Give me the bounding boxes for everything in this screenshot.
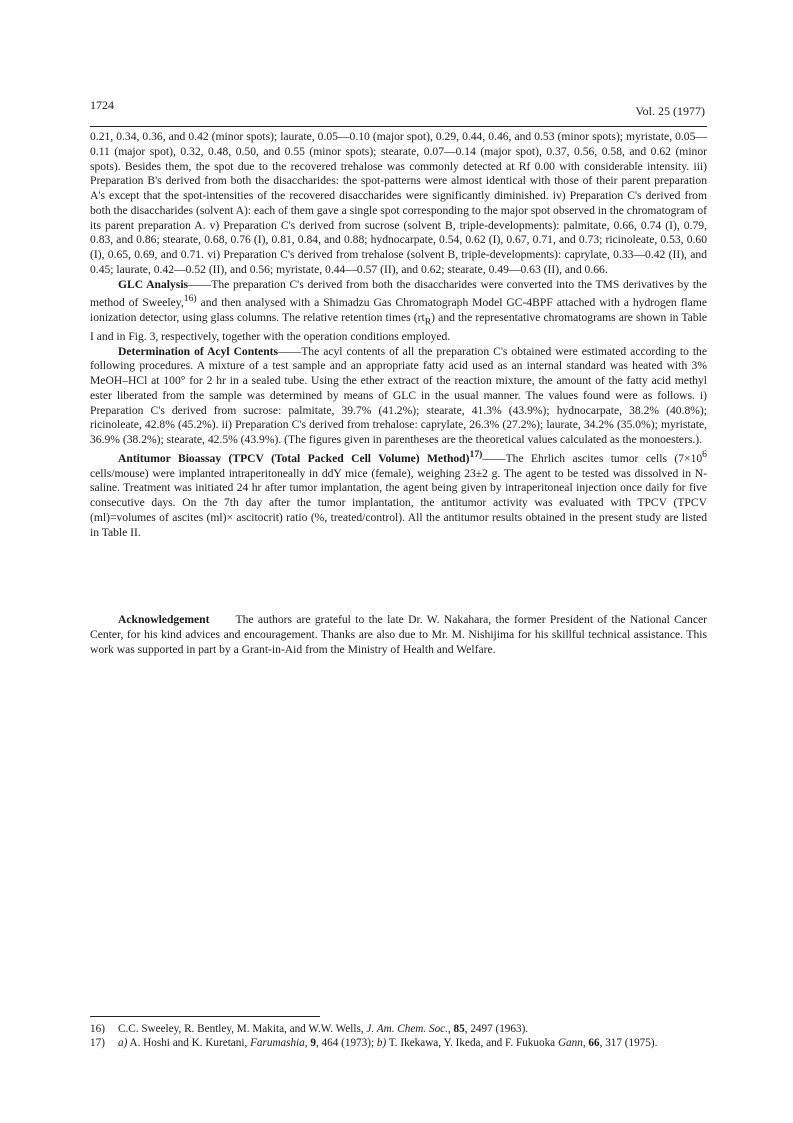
acyl-text: ——The acyl contents of all the preparation C's obtained were estimated according to the following procedures. A mixture of a test sample and an appropriate fatty acid used as an internal standard was heated with 3% MeOH–HCl at 100° for 2 hr in a sealed tube. Using the ether extract of the reaction mixture, the amount of the fatty acid methyl ester liberated from the sample was determined by means of GLC in the usual manner. The values found were as follows. i) Preparation C's derived from sucrose: palmitate, 39.7% (41.2%); stearate, 41.3% (43.9%); hydnocarpate, 38.2% (40.8%); ricinoleate, 42.8% (45.2%). ii) Preparation C's derived from trehalose: caprylate, 26.3% (27.2%); laurate, 34.2% (35.0%); myristate, 36.9% (38.2%); stearate, 42.5% (43.9%). (The figures given in parentheses are the theoretical values calculated as the monoesters.). (90, 344, 707, 447)
bioassay-paragraph (90, 448, 707, 540)
footnote-separator: , (582, 1037, 589, 1049)
footnote-journal: Farumashia (250, 1037, 305, 1049)
footnote-volume: 85 (453, 1023, 465, 1035)
tlc-results-paragraph: 0.21, 0.34, 0.36, and 0.42 (minor spots); laurate, 0.05—0.10 (major spot), 0.29, 0.44, 0.46, and 0.53 (minor spots); myristate, 0.05—0.11 (major spot), 0.32, 0.48, 0.50, and 0.55 (minor spots); stearate, 0.07—0.14 (major spot), 0.37, 0.56, 0.58, and 0.62 (minor spots). Besides them, the spot due to the recovered trehalose was commonly detected at Rf 0.00 with considerable intensity. iii) Preparation B's derived from both the disaccharides: the spot-patterns were almost identical with those of their parent preparation A's except that the spot-intensities of the recovered disaccharides were significantly diminished. iv) Preparation C's derived from both the disaccharides (solvent A): each of them gave a single spot corresponding to the major spot observed in the chromatogram of its parent preparation A. v) Preparation C's derived from sucrose (solvent B, triple-developments): palmitate, 0.66, 0.74 (I), 0.79, 0.83, and 0.86; stearate, 0.68, 0.76 (I), 0.81, 0.84, and 0.88; hydnocarpate, 0.54, 0.62 (I), 0.67, 0.71, and 0.73; ricinoleate, 0.53, 0.60 (I), 0.65, 0.69, and 0.71. vi) Preparation C's derived from trehalose (solvent B, triple-developments): caprylate, 0.33—0.42 (II), and 0.45; laurate, 0.42—0.52 (II), and 0.56; myristate, 0.44—0.57 (II), and 0.62; stearate, 0.49—0.63 (II), and 0.66. (90, 130, 707, 276)
footnote-journal: J. Am. Chem. Soc. (366, 1023, 448, 1035)
footnote-number: 17) (90, 1037, 105, 1049)
rt-subscript: R (424, 316, 432, 328)
acknowledgement-heading: Acknowledgement (118, 613, 210, 626)
acyl-contents-paragraph (90, 345, 707, 448)
ref-16: 16) (183, 293, 197, 305)
glc-analysis-heading: GLC Analysis (118, 277, 189, 291)
glc-analysis-paragraph (90, 278, 707, 345)
footnote-volume: 9 (310, 1037, 316, 1049)
footnote-pages: , 464 (1973); (315, 1037, 377, 1049)
footnote-sub-label: a) (118, 1037, 128, 1049)
footnotes (90, 1022, 707, 1050)
footnote-number: 16) (90, 1023, 105, 1035)
acknowledgement (90, 613, 707, 657)
bioassay-text-2: cells/mouse) were implanted intraperitoneally in ddY mice (female), weighing 23±2 g. The agent to be tested was dissolved in N-saline. Treatment was initiated 24 hr after tumor implantation, the agent being given by intraperitoneal injection once daily for five consecutive days. On the 7th day after the tumor implantation, the antitumor activity was evaluated with TPCV (TPCV (ml)=volumes of ascites (ml)× ascitocrit) ratio (%, treated/control). All the antitumor results obtained in the present study are listed in Table II. (90, 466, 707, 539)
footnote-sub-label: b) (376, 1037, 387, 1049)
footnote-separator: , (447, 1023, 454, 1035)
journal-volume: Vol. 25 (1977) (635, 104, 705, 118)
footnote-journal: Gann (557, 1037, 583, 1049)
footnote-pages: , 317 (1975). (599, 1037, 658, 1049)
page-number: 1724 (90, 98, 114, 112)
footnote-17 (90, 1036, 707, 1050)
bioassay-heading: Antitumor Bioassay (TPCV (Total Packed Cell Volume) Method) (118, 451, 470, 465)
body-text (90, 130, 707, 540)
acknowledgement-text: The authors are grateful to the late Dr. W. Nakahara, the former President of the National Cancer Center, for his kind advices and encouragement. Thanks are also due to Mr. M. Nishijima for his skillful technical assistance. This work was supported in part by a Grant-in-Aid from the Ministry of Health and Welfare. (90, 613, 708, 656)
bioassay-text: ——The Ehrlich ascites tumor cells (7×10 (482, 451, 703, 465)
footnote-separator: , (304, 1037, 311, 1049)
acknowledgement-paragraph (90, 613, 707, 657)
glc-text: ——The preparation C's derived from both the disaccharides were converted into the TMS derivatives by the method of Sweeley, (90, 277, 707, 310)
header-rule (90, 126, 707, 127)
footnote-volume: 66 (588, 1037, 600, 1049)
exponent: 6 (702, 448, 707, 460)
footnote-rule (90, 1016, 320, 1017)
glc-text-2: and then analysed with a Shimadzu Gas Chromatograph Model GC-4BPF attached with a hydrogen flame ionization detector, using glass columns. The relative retention times (rt (90, 296, 707, 324)
footnote-authors: A. Hoshi and K. Kuretani, (127, 1037, 251, 1049)
page-header (90, 98, 705, 122)
footnote-16 (90, 1022, 707, 1036)
footnote-authors: C.C. Sweeley, R. Bentley, M. Makita, and W.W. Wells, (118, 1023, 367, 1035)
glc-text-3: ) and the representative chromatograms are shown in Table I and in Fig. 3, respectively, together with the operation conditions employed. (90, 310, 707, 343)
footnote-pages: , 2497 (1963). (464, 1023, 529, 1035)
acyl-contents-heading: Determination of Acyl Contents (118, 344, 279, 358)
ref-17: 17) (469, 448, 483, 460)
footnote-authors: T. Ikekawa, Y. Ikeda, and F. Fukuoka (386, 1037, 558, 1049)
